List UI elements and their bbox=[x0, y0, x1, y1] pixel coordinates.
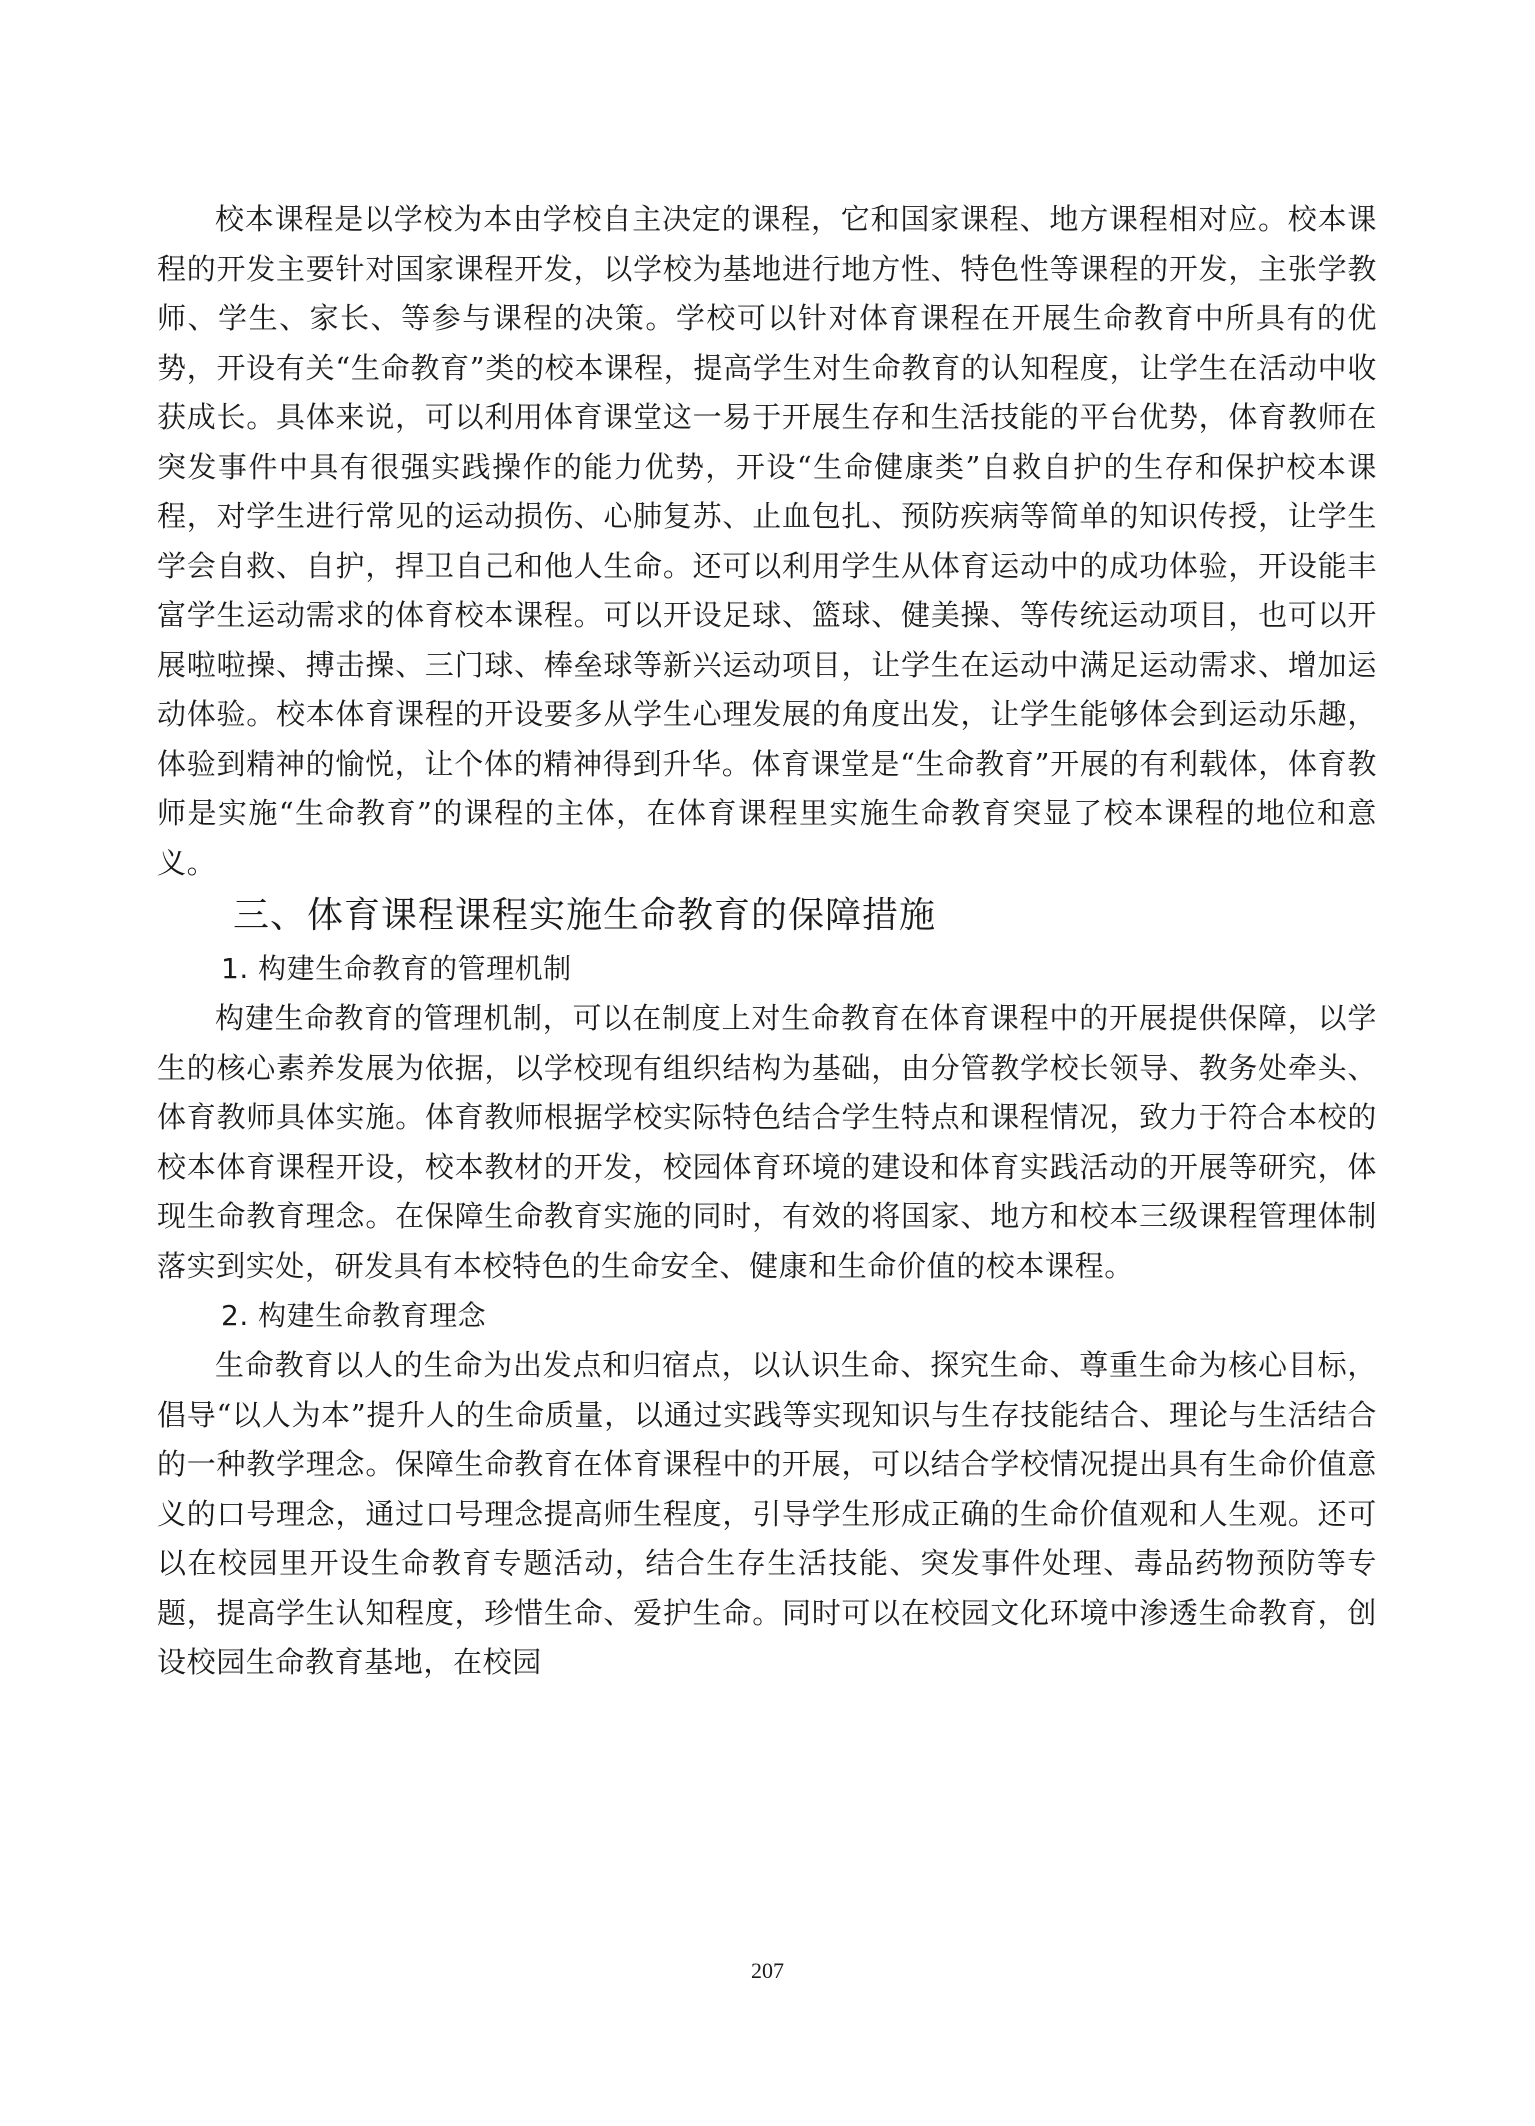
paragraph-school-curriculum: 校本课程是以学校为本由学校自主决定的课程，它和国家课程、地方课程相对应。校本课程的开发主要针对国家课程开发，以学校为基地进行地方性、特色性等课程的开发，主张学教师、学生、家长、等参与课程的决策。学校可以针对体育课程在开展生命教育中所具有的优势，开设有关“生命教育”类的校本课程，提高学生对生命教育的认知程度，让学生在活动中收获成长。具体来说，可以利用体育课堂这一易于开展生存和生活技能的平台优势，体育教师在突发事件中具有很强实践操作的能力优势，开设“生命健康类”自救自护的生存和保护校本课程，对学生进行常见的运动损伤、心肺复苏、止血包扎、预防疾病等简单的知识传授，让学生学会自救、自护，捍卫自己和他人生命。还可以利用学生从体育运动中的成功体验，开设能丰富学生运动需求的体育校本课程。可以开设足球、篮球、健美操、等传统运动项目，也可以开展啦啦操、搏击操、三门球、棒垒球等新兴运动项目，让学生在运动中满足运动需求、增加运动体验。校本体育课程的开设要多从学生心理发展的角度出发，让学生能够体会到运动乐趣，体验到精神的愉悦，让个体的精神得到升华。体育课堂是“生命教育”开展的有利载体，体育教师是实施“生命教育”的课程的主体，在体育课程里实施生命教育突显了校本课程的地位和意义。 bbox=[157, 202, 1377, 880]
page-number: 207 bbox=[751, 1958, 784, 1983]
section-heading: 三、体育课程课程实施生命教育的保障措施 bbox=[233, 895, 937, 936]
paragraph-management-mechanism: 构建生命教育的管理机制，可以在制度上对生命教育在体育课程中的开展提供保障，以学生的核心素养发展为依据，以学校现有组织结构为基础，由分管教学校长领导、教务处牵头、体育教师具体实施。体育教师根据学校实际特色结合学生特点和课程情况，致力于符合本校的校本体育课程开设，校本教材的开发，校园体育环境的建设和体育实践活动的开展等研究，体现生命教育理念。在保障生命教育实施的同时，有效的将国家、地方和校本三级课程管理体制落实到实处，研发具有本校特色的生命安全、健康和生命价值的校本课程。 bbox=[157, 1001, 1377, 1283]
subsection-heading-management: 1. 构建生命教育的管理机制 bbox=[221, 952, 572, 985]
subsection-heading-concept: 2. 构建生命教育理念 bbox=[221, 1299, 487, 1332]
paragraph-education-concept: 生命教育以人的生命为出发点和归宿点，以认识生命、探究生命、尊重生命为核心目标，倡导“以人为本”提升人的生命质量，以通过实践等实现知识与生存技能结合、理论与生活结合的一种教学理念。保障生命教育在体育课程中的开展，可以结合学校情况提出具有生命价值意义的口号理念，通过口号理念提高师生程度，引导学生形成正确的生命价值观和人生观。还可以在校园里开设生命教育专题活动，结合生存生活技能、突发事件处理、毒品药物预防等专题，提高学生认知程度，珍惜生命、爱护生命。同时可以在校园文化环境中渗透生命教育，创设校园生命教育基地，在校园 bbox=[157, 1348, 1377, 1679]
document-body bbox=[157, 195, 1377, 1688]
